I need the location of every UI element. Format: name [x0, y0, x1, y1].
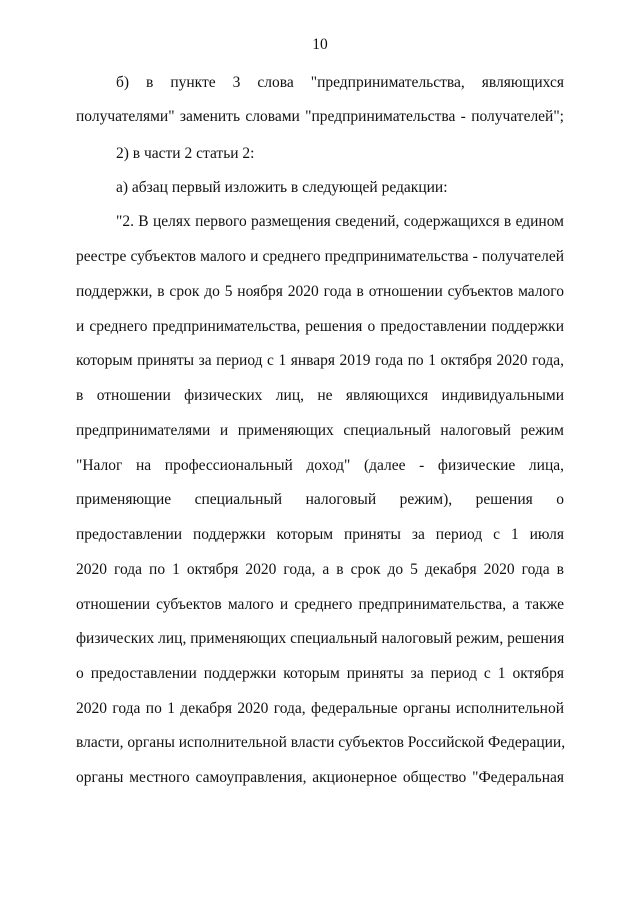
- text-line: реестре субъектов малого и среднего предпринимательства - получателей: [76, 248, 564, 265]
- text-line: применяющие специальный налоговый режим), решения о: [76, 491, 564, 508]
- text-line: которым приняты за период с 1 января 2019 года по 1 октября 2020 года,: [76, 352, 564, 369]
- text-line: 2020 года по 1 декабря 2020 года, федеральные органы исполнительной: [76, 700, 564, 717]
- text-line: власти, органы исполнительной власти субъектов Российской Федерации,: [76, 734, 566, 751]
- text-line: 2020 года по 1 октября 2020 года, а в срок до 5 декабря 2020 года в: [76, 561, 564, 578]
- text-line: "2. В целях первого размещения сведений, содержащихся в едином: [116, 213, 564, 230]
- text-line: предоставлении поддержки которым приняты за период с 1 июля: [76, 526, 564, 543]
- text-line: поддержки, в срок до 5 ноября 2020 года в отношении субъектов малого: [76, 283, 564, 300]
- text-line: и среднего предпринимательства, решения о предоставлении поддержки: [76, 318, 564, 335]
- text-line: а) абзац первый изложить в следующей редакции:: [116, 179, 448, 196]
- page-number: 10: [312, 36, 328, 53]
- text-line: получателями" заменить словами "предпринимательства - получателей";: [76, 108, 564, 125]
- text-line: органы местного самоуправления, акционерное общество "Федеральная: [76, 769, 564, 786]
- text-line: б) в пункте 3 слова "предпринимательства, являющихся: [116, 74, 564, 91]
- text-line: физических лиц, применяющих специальный налоговый режим, решения: [76, 630, 565, 647]
- text-line: предпринимателями и применяющих специальный налоговый режим: [76, 422, 564, 439]
- text-line: 2) в части 2 статьи 2:: [116, 145, 255, 162]
- text-line: "Налог на профессиональный доход" (далее - физические лица,: [76, 457, 564, 474]
- text-line: о предоставлении поддержки которым приняты за период с 1 октября: [76, 665, 564, 682]
- text-line: отношении субъектов малого и среднего предпринимательства, а также: [76, 596, 564, 613]
- text-line: в отношении физических лиц, не являющихся индивидуальными: [76, 387, 564, 404]
